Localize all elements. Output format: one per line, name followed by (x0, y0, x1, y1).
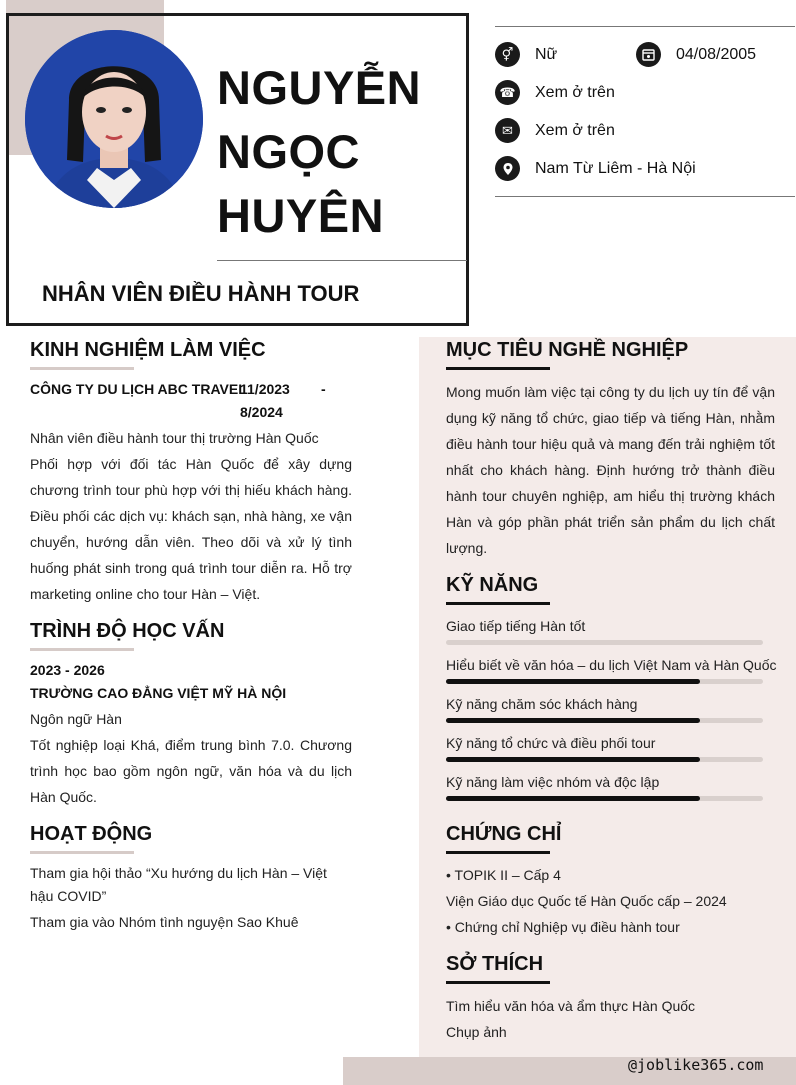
phone-icon: ☎ (495, 80, 520, 105)
skill-bar (446, 796, 763, 801)
avatar (25, 30, 203, 208)
education-school: TRƯỜNG CAO ĐẲNG VIỆT MỸ HÀ NỘI (30, 685, 287, 701)
skill-bar-fill (446, 679, 700, 684)
email-icon: ✉ (495, 118, 520, 143)
experience-underline (30, 367, 134, 370)
experience-position: Nhân viên điều hành tour thị trường Hàn Quốc (30, 430, 319, 446)
skill-label: Giao tiếp tiếng Hàn tốt (446, 618, 586, 634)
certificates-heading: CHỨNG CHỈ (446, 823, 562, 845)
skill-bar (446, 679, 763, 684)
education-period: 2023 - 2026 (30, 662, 105, 678)
education-major: Ngôn ngữ Hàn (30, 711, 122, 727)
experience-period-end: 8/2024 (240, 404, 283, 420)
contact-dob (636, 42, 756, 67)
watermark: @joblike365.com (628, 1056, 764, 1074)
activity-item: Tham gia vào Nhóm tình nguyện Sao Khuê (30, 914, 299, 930)
hobbies-underline (446, 981, 550, 984)
skill-bar-fill (446, 718, 700, 723)
contact-address (495, 156, 696, 181)
name-line: NGỌC (217, 125, 360, 178)
hobby-item: Tìm hiểu văn hóa và ẩm thực Hàn Quốc (446, 998, 696, 1014)
name-line: NGUYỄN (217, 61, 422, 114)
email-value: Xem ở trên (535, 121, 615, 139)
hobby-item: Chụp ảnh (446, 1024, 507, 1040)
certificates-underline (446, 851, 550, 854)
skill-label: Kỹ năng làm việc nhóm và độc lập (446, 774, 660, 790)
skill-label: Kỹ năng tổ chức và điều phối tour (446, 735, 656, 751)
contact-divider-bottom (495, 196, 795, 197)
certificate-item: • TOPIK II – Cấp 4 (446, 867, 561, 883)
contact-email (495, 118, 615, 143)
skill-label: Kỹ năng chăm sóc khách hàng (446, 696, 638, 712)
education-underline (30, 648, 134, 651)
certificate-issuer: Viện Giáo dục Quốc tế Hàn Quốc cấp – 2024 (446, 893, 727, 909)
activities-heading: HOẠT ĐỘNG (30, 823, 153, 845)
candidate-name (217, 56, 457, 248)
name-divider (217, 260, 467, 261)
skill-label: Hiểu biết về văn hóa – du lịch Việt Nam và Hàn Quốc (446, 657, 777, 673)
contact-gender (495, 42, 557, 67)
activities-underline (30, 851, 134, 854)
experience-company: CÔNG TY DU LỊCH ABC TRAVEL (30, 381, 247, 397)
job-title: NHÂN VIÊN ĐIỀU HÀNH TOUR (42, 281, 360, 306)
skills-underline (446, 602, 550, 605)
contact-phone (495, 80, 615, 105)
dob-value: 04/08/2005 (676, 45, 757, 63)
location-icon (495, 156, 520, 181)
skill-bar-fill (446, 796, 700, 801)
experience-period-start: 11/2023 (240, 381, 290, 397)
phone-value: Xem ở trên (535, 83, 615, 101)
hobbies-heading: SỞ THÍCH (446, 953, 544, 975)
experience-description: Phối hợp với đối tác Hàn Quốc để xây dựng chương trình tour phù hợp với thị hiếu khách hàng. Điều phối các dịch vụ: khách sạn, nhà hàng, xe vận chuyển, hướng dẫn viên. Theo dõi và xử lý tình huống phát sinh trong quá trình tour diễn ra. Hỗ trợ marketing online cho tour Hàn – Việt. (30, 456, 352, 602)
skill-bar (446, 640, 763, 645)
experience-period-dash: - (321, 381, 326, 397)
experience-heading: KINH NGHIỆM LÀM VIỆC (30, 339, 266, 361)
skills-heading: KỸ NĂNG (446, 574, 539, 596)
education-description: Tốt nghiệp loại Khá, điểm trung bình 7.0. Chương trình học bao gồm ngôn ngữ, văn hóa và du lịch Hàn Quốc. (30, 737, 352, 805)
address-value: Nam Từ Liêm - Hà Nội (535, 159, 696, 177)
skill-bar (446, 757, 763, 762)
portrait-photo (25, 30, 203, 208)
contact-divider-top (495, 26, 795, 27)
skill-bar-fill (446, 757, 700, 762)
objective-heading: MỤC TIÊU NGHỀ NGHIỆP (446, 339, 689, 361)
calendar-icon (636, 42, 661, 67)
gender-icon: ⚥ (495, 42, 520, 67)
name-line: HUYÊN (217, 189, 385, 242)
skill-bar (446, 718, 763, 723)
objective-underline (446, 367, 550, 370)
activity-item: Tham gia hội thảo “Xu hướng du lịch Hàn – Việt hậu COVID” (30, 865, 327, 904)
certificate-item: • Chứng chỉ Nghiệp vụ điều hành tour (446, 919, 680, 935)
gender-value: Nữ (535, 45, 558, 63)
objective-text: Mong muốn làm việc tại công ty du lịch uy tín để vận dụng kỹ năng tổ chức, giao tiếp và tiếng Hàn, nhằm điều hành tour hiệu quả và mang đến trải nghiệm tốt nhất cho khách hàng. Định hướng trở thành điều hành tour chuyên nghiệp, am hiểu thị trường khách Hàn và góp phần phát triển sản phẩm du lịch chất lượng. (446, 384, 775, 556)
education-heading: TRÌNH ĐỘ HỌC VẤN (30, 620, 225, 642)
